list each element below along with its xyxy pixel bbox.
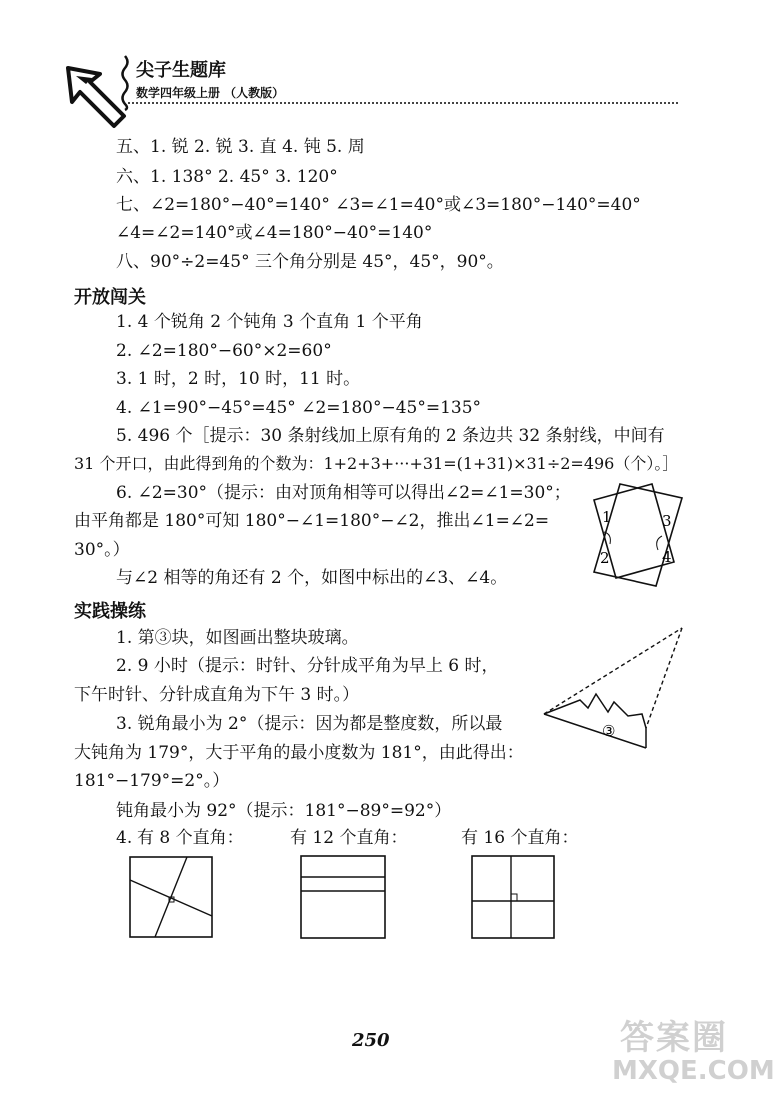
overlapping-rectangles-figure — [590, 478, 690, 590]
book-subtitle: 数学四年级上册 （人教版） — [136, 86, 285, 100]
practice-item-4-prefix: 4. — [116, 828, 133, 848]
angle-label-4: 4 — [662, 548, 672, 566]
square-figure-8-right-angles — [129, 856, 213, 938]
section-title-open: 开放闯关 — [74, 287, 146, 308]
practice-item-1: 1. 第③块，如图画出整块玻璃。 — [116, 628, 359, 648]
square-figure-12-right-angles — [300, 855, 386, 939]
answer-q6: 六、1. 138° 2. 45° 3. 120° — [116, 167, 338, 187]
open-item-6-line2: 由平角都是 180°可知 180°−∠1=180°−∠2，推出∠1=∠2= — [74, 511, 550, 531]
watermark-logo-text: 答案圈 — [620, 1018, 728, 1058]
answer-q7-line1: 七、∠2=180°−40°=140° ∠3=∠1=40°或∠3=180°−140°=40° — [116, 195, 641, 215]
square-caption-1: 有 8 个直角： — [137, 828, 244, 848]
open-item-6-line1: 6. ∠2=30°（提示：由对顶角相等可以得出∠2=∠1=30°； — [116, 483, 571, 503]
watermark-url: MXQE.COM — [612, 1056, 775, 1086]
practice-item-2-line1: 2. 9 小时（提示：时针、分针成平角为早上 6 时， — [116, 656, 499, 676]
practice-item-3-line3: 181°−179°=2°。） — [74, 771, 230, 791]
broken-glass-figure — [538, 624, 690, 756]
rectangle-b — [594, 484, 682, 586]
angle-label-2: 2 — [600, 549, 610, 567]
header-dotted-rule — [128, 102, 678, 104]
open-item-1: 1. 4 个锐角 2 个钝角 3 个直角 1 个平角 — [116, 312, 423, 332]
practice-item-3-line2: 大钝角为 179°，大于平角的最小度数为 181°，由此得出： — [74, 743, 524, 763]
open-item-3: 3. 1 时，2 时，10 时，11 时。 — [116, 369, 361, 389]
open-item-4: 4. ∠1=90°−45°=45° ∠2=180°−45°=135° — [116, 398, 482, 418]
open-item-2: 2. ∠2=180°−60°×2=60° — [116, 341, 332, 361]
glass-piece-label: ③ — [602, 722, 616, 740]
answer-q5: 五、1. 锐 2. 锐 3. 直 4. 钝 5. 周 — [116, 137, 365, 157]
answer-q7-line2: ∠4=∠2=140°或∠4=180°−40°=140° — [116, 223, 433, 243]
book-title: 尖子生题库 — [136, 60, 226, 81]
square-figure-16-right-angles — [471, 855, 555, 939]
page-number: 250 — [352, 1030, 390, 1051]
section-title-practice: 实践操练 — [74, 601, 146, 622]
square-caption-3: 有 16 个直角： — [461, 828, 579, 848]
back-arrow-icon — [66, 66, 126, 130]
practice-item-3-line4: 钝角最小为 92°（提示：181°−89°=92°） — [116, 801, 452, 821]
answer-q8: 八、90°÷2=45° 三个角分别是 45°，45°，90°。 — [116, 252, 504, 272]
open-item-5-line2: 31 个开口，由此得到角的个数为：1+2+3+···+31=(1+31)×31÷2=496（个）。］ — [74, 454, 679, 473]
practice-item-3-line1: 3. 锐角最小为 2°（提示：因为都是整度数，所以最 — [116, 714, 503, 734]
angle-label-1: 1 — [602, 508, 612, 526]
practice-item-2-line2: 下午时针、分针成直角为下午 3 时。） — [74, 685, 360, 705]
open-item-5-line1: 5. 496 个［提示：30 条射线加上原有角的 2 条边共 32 条射线，中间有 — [116, 426, 665, 446]
square-caption-2: 有 12 个直角： — [290, 828, 408, 848]
angle-label-3: 3 — [662, 512, 672, 530]
open-item-6-line3: 30°。） — [74, 540, 130, 560]
open-item-6-line4: 与∠2 相等的角还有 2 个，如图中标出的∠3、∠4。 — [116, 568, 508, 588]
